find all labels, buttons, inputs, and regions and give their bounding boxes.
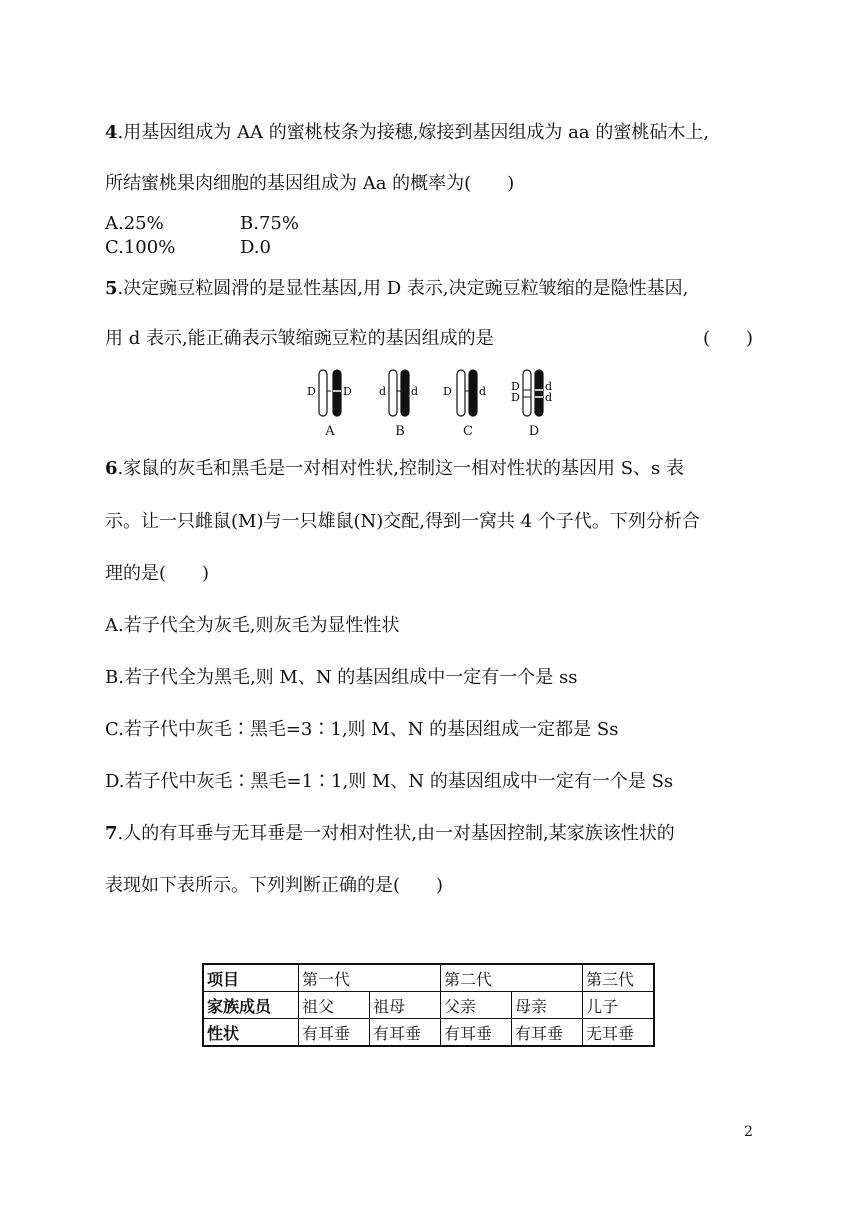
chromosome-pair-c-diagram <box>443 368 513 424</box>
svg-text:D: D <box>511 380 520 393</box>
q7-number: 7 <box>105 823 118 844</box>
q4-options-row-1 <box>105 212 375 236</box>
q4-line-2: 所结蜜桃果肉细胞的基因组成为 Aa 的概率为( ) <box>105 173 515 194</box>
q6-line-1 <box>105 457 684 481</box>
q4-option-c: C.100% <box>105 237 176 258</box>
table-cell: 无耳垂 <box>583 1019 655 1047</box>
q6-option-a: A.若子代全为灰毛,则灰毛为显性性状 <box>105 615 400 636</box>
table-cell: 性状 <box>203 1019 299 1047</box>
table-cell: 父亲 <box>441 992 512 1019</box>
table-cell: 第三代 <box>583 964 655 992</box>
q6-option-b: B.若子代全为黑毛,则 M、N 的基因组成中一定有一个是 ss <box>105 667 578 688</box>
table-cell: 第二代 <box>441 964 583 992</box>
table-cell: 项目 <box>203 964 299 992</box>
q5-text-1: .决定豌豆粒圆滑的是显性基因,用 D 表示,决定豌豆粒皱缩的是隐性基因, <box>117 278 689 299</box>
table-cell: 家族成员 <box>203 992 299 1019</box>
svg-text:D: D <box>511 391 520 404</box>
table-cell: 有耳垂 <box>512 1019 583 1047</box>
q4-option-d: D.0 <box>240 237 271 258</box>
earlobe-table <box>202 963 655 1047</box>
q5-line-1 <box>105 277 688 301</box>
q5-number: 5 <box>105 278 118 299</box>
page-number: 2 <box>744 1124 753 1140</box>
chromosome-a-label: A <box>325 424 335 439</box>
q6-option-c: C.若子代中灰毛∶黑毛=3∶1,则 M、N 的基因组成一定都是 Ss <box>105 719 619 740</box>
svg-text:d: d <box>545 391 553 404</box>
q5-line-2: 用 d 表示,能正确表示皱缩豌豆粒的基因组成的是 <box>105 328 494 349</box>
table-cell: 有耳垂 <box>370 1019 441 1047</box>
chromosome-pair-d-diagram <box>509 368 579 424</box>
table-cell: 祖母 <box>370 992 441 1019</box>
table-cell: 有耳垂 <box>299 1019 370 1047</box>
table-cell: 母亲 <box>512 992 583 1019</box>
chromosome-pair-b-diagram <box>375 368 445 424</box>
q7-line-2: 表现如下表所示。下列判断正确的是( ) <box>105 875 444 896</box>
table-cell: 有耳垂 <box>441 1019 512 1047</box>
table-cell: 祖父 <box>299 992 370 1019</box>
q4-number: 4 <box>105 122 118 143</box>
chromosome-d-label: D <box>528 424 540 439</box>
chromosome-b-label: B <box>395 424 405 439</box>
chromosome-b-right-gene: d <box>411 385 419 398</box>
chromosome-c-left-gene: D <box>443 385 452 398</box>
q6-line-2: 示。让一只雌鼠(M)与一只雄鼠(N)交配,得到一窝共 4 个子代。下列分析合 <box>105 511 700 532</box>
svg-text:d: d <box>545 380 553 393</box>
q6-option-d: D.若子代中灰毛∶黑毛=1∶1,则 M、N 的基因组成中一定有一个是 Ss <box>105 771 674 792</box>
table-cell: 儿子 <box>583 992 655 1019</box>
q5-answer-paren: ( ) <box>703 328 754 349</box>
q4-line-1 <box>105 121 709 145</box>
chromosome-c-right-gene: d <box>479 385 487 398</box>
chromosome-a-right-gene: D <box>343 385 352 398</box>
chromosome-b-left-gene: d <box>379 385 387 398</box>
q4-option-b: B.75% <box>240 213 299 234</box>
table-row-header <box>203 964 654 992</box>
q7-text-1: .人的有耳垂与无耳垂是一对相对性状,由一对基因控制,某家族该性状的 <box>117 823 675 844</box>
q4-option-a: A.25% <box>105 213 164 234</box>
chromosome-option-d <box>509 368 579 443</box>
chromosome-pair-a-diagram <box>305 368 375 424</box>
q6-text-1: .家鼠的灰毛和黑毛是一对相对性状,控制这一相对性状的基因用 S、s 表 <box>117 458 684 479</box>
q4-options-row-2 <box>105 236 375 260</box>
chromosome-a-left-gene: D <box>307 385 316 398</box>
q6-line-3: 理的是( ) <box>105 563 210 584</box>
chromosome-figure <box>305 368 565 443</box>
table-row-members <box>203 992 654 1019</box>
chromosome-c-label: C <box>463 424 473 439</box>
q7-line-1 <box>105 822 675 846</box>
q6-number: 6 <box>105 458 118 479</box>
table-row-traits <box>203 1019 654 1047</box>
q4-text-1: .用基因组成为 AA 的蜜桃枝条为接穗,嫁接到基因组成为 aa 的蜜桃砧木上, <box>117 122 710 143</box>
table-cell: 第一代 <box>299 964 441 992</box>
